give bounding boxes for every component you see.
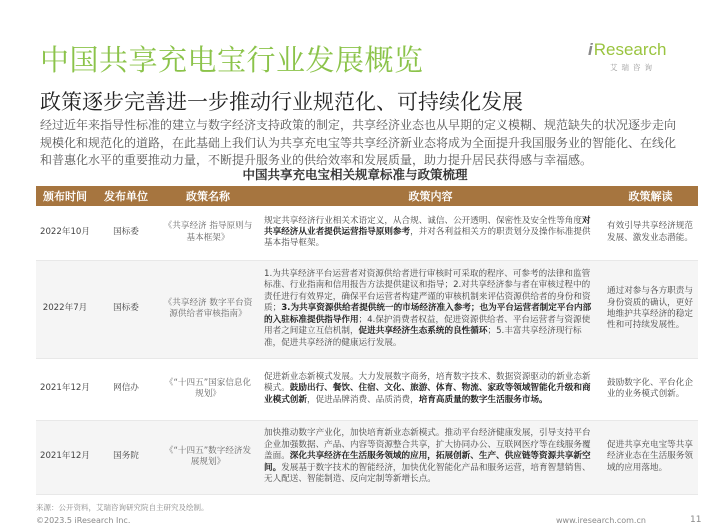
logo-i: i (588, 40, 593, 59)
row-date: 2022年7月 (36, 260, 94, 358)
table-row (36, 260, 698, 358)
row-interpretation: 有效引导共享经济规范发展、激发业态潜能。 (603, 206, 698, 260)
website: www.iresearch.com.cn (556, 516, 646, 525)
header-policy: 政策名称 (158, 186, 258, 206)
page-subtitle: 政策逐步完善进一步推动行业规范化、可持续化发展 (40, 90, 523, 114)
row-interpretation: 促进共享充电宝等共享经济业态在生活服务领域的应用落地。 (603, 420, 698, 494)
page-number: 11 (690, 515, 702, 525)
row-content: 1.为共享经济平台运营者对资源供给者进行审核时可采取的程序、可参考的法律和监管标准、行业指南和信用报告方法提供建议和指导；2.对共享经济参与者在审核过程中的责任进行有效界定，确保平台运营者构建严谨的审核机制来评估资源供给者的身份和资质；3.为共享资源供给者提供统一的市场经济准入参考；也为平台运营者制定平台内部的入驻标准提供指导作用；4.保护消费者权益，促进资源供给者、平台运营者与资源使用者之间建立互信机制，促进共享经济生态系统的良性循环；5.丰富共享经济现行标准，促进共享经济的健康运行发展。 (258, 260, 603, 358)
row-content: 规定共享经济行业相关术语定义，从合规、诚信、公开透明、保密性及安全性等角度对共享经济从业者提供运营指导原则参考，并对各利益相关方的职责划分及操作标准提供基本指导框架。 (258, 206, 603, 260)
header-date: 颁布时间 (36, 186, 94, 206)
row-org: 国务院 (94, 420, 158, 494)
table-title: 中国共享充电宝相关规章标准与政策梳理 (242, 167, 468, 182)
logo-text: Research (593, 40, 667, 59)
copyright: ©2023.5 iResearch Inc. (36, 516, 131, 525)
row-date: 2021年12月 (36, 420, 94, 494)
header-org: 发布单位 (94, 186, 158, 206)
table-row (36, 358, 698, 420)
row-policy: 《共享经济 数字平台资源供给者审核指南》 (158, 260, 258, 358)
table-row (36, 420, 698, 494)
row-date: 2021年12月 (36, 358, 94, 420)
intro-paragraph: 经过近年来指导性标准的建立与数字经济支持政策的制定，共享经济业态也从早期的定义模糊、规范缺失的状况逐步走向规模化和规范化的道路，在此基础上我们认为共享充电宝等共享经济新业态将成为全面提升我国服务业的智能化、在线化和普惠化水平的重要推动力量，不断提升服务业的供给效率和发展质量，助力提升居民获得感与幸福感。 (40, 118, 677, 167)
row-interpretation: 鼓励数字化、平台化企业的业务模式创新。 (603, 358, 698, 420)
row-policy: 《共享经济 指导原则与基本框架》 (158, 206, 258, 260)
row-date: 2022年10月 (36, 206, 94, 260)
table-header-row (36, 186, 698, 206)
row-content: 加快推动数字产业化，加快培育新业态新模式。推动平台经济健康发展，引导支持平台企业加强数据、产品、内容等资源整合共享，扩大协同办公、互联网医疗等在线服务覆盖面。深化共享经济在生活服务领域的应用，拓展创新、生产、供应链等资源共享新空间。发展基于数字技术的智能经济，加快优化智能化产品和服务运营，培育智慧销售、无人配送、智能制造、反向定制等新增长点。 (258, 420, 603, 494)
row-interpretation: 通过对参与各方职责与身份资质的确认，更好地维护共享经济的稳定性和可持续发展性。 (603, 260, 698, 358)
table-row (36, 206, 698, 260)
policy-table (36, 186, 698, 495)
row-policy: 《“十四五”国家信息化规划》 (158, 358, 258, 420)
row-org: 网信办 (94, 358, 158, 420)
header-interpretation: 政策解读 (603, 186, 698, 206)
row-content: 促进新业态新模式发展。大力发展数字商务，培育数字技术、数据资源驱动的新业态新模式。鼓励出行、餐饮、住宿、文化、旅游、体育、物流、家政等领域智能化升级和商业模式创新，促进品牌消费、品质消费，培育高质量的数字生活服务市场。 (258, 358, 603, 420)
header-content: 政策内容 (258, 186, 603, 206)
iresearch-logo (588, 40, 668, 76)
page-title: 中国共享充电宝行业发展概览 (40, 43, 424, 77)
row-org: 国标委 (94, 260, 158, 358)
row-org: 国标委 (94, 206, 158, 260)
row-policy: 《“十四五”数字经济发展规划》 (158, 420, 258, 494)
logo-subtitle: 艾瑞咨询 (610, 63, 656, 72)
source-note: 来源：公开资料，艾瑞咨询研究院自主研究及绘制。 (36, 503, 209, 512)
